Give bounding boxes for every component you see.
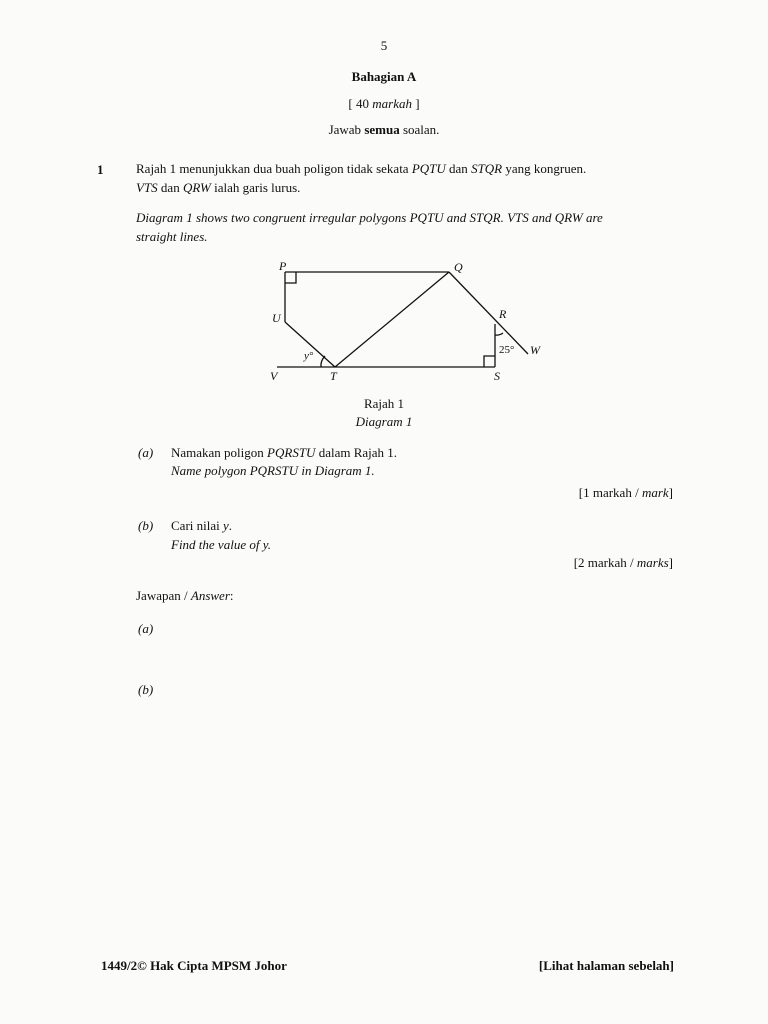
answer-heading — [136, 588, 234, 604]
part-b-english: Find the value of y. — [171, 537, 272, 552]
question-malay-line2 — [136, 180, 300, 196]
label-q: Q — [454, 260, 463, 274]
part-b-malay-post: . — [228, 518, 233, 533]
footer-next-page: [Lihat halaman sebelah] — [538, 958, 674, 973]
diagram-caption-malay: Rajah 1 — [363, 396, 405, 411]
question-english-line2: straight lines. — [136, 229, 208, 244]
q-malay-2d: ialah garis lurus. — [210, 180, 301, 195]
diagram-caption-english: Diagram 1 — [355, 414, 413, 429]
part-a-marks-italic: mark — [641, 485, 669, 500]
part-b-malay-pre: Cari nilai — [171, 518, 223, 533]
section-title: Bahagian A — [351, 69, 417, 84]
part-b-label: (b) — [138, 518, 154, 533]
label-angle-25: 25° — [499, 344, 515, 356]
answer-a-label: (a) — [138, 621, 154, 636]
part-a-marks-pre: [1 markah / — [578, 485, 642, 500]
part-b-malay-italic: y — [223, 518, 229, 533]
label-s: S — [494, 369, 500, 383]
q-malay-1c: dan — [445, 161, 472, 176]
label-w: W — [530, 343, 540, 357]
part-a-malay-post: dalam Rajah 1. — [315, 445, 398, 460]
part-b-marks-post: ] — [668, 555, 673, 570]
q-malay-2b: dan — [157, 180, 183, 195]
part-a-malay-italic: PQRSTU — [267, 445, 316, 460]
question-english-line1: Diagram 1 shows two congruent irregular polygons PQTU and STQR. VTS and QRW are — [136, 210, 603, 225]
question-number: 1 — [97, 162, 104, 177]
section-marks-open: [ 40 — [348, 96, 373, 111]
question-malay-line1 — [136, 161, 696, 177]
instruction-bold: semua — [364, 122, 400, 137]
angle-arc-y — [321, 356, 325, 367]
right-angle-s — [484, 356, 495, 367]
part-b-marks-pre: [2 markah / — [573, 555, 637, 570]
diagram-polygons — [262, 256, 552, 386]
part-b-malay — [171, 518, 232, 534]
part-a-english: Name polygon PQRSTU in Diagram 1. — [171, 463, 375, 478]
part-a-malay-pre: Namakan poligon — [171, 445, 268, 460]
edge-qw — [449, 272, 528, 354]
section-instruction — [0, 122, 768, 138]
label-u: U — [272, 311, 281, 325]
answer-heading-post: : — [229, 588, 234, 603]
right-angle-p — [285, 272, 296, 283]
label-angle-y: y° — [304, 350, 314, 362]
q-malay-1e: yang kongruen. — [502, 161, 587, 176]
part-a-marks-post: ] — [668, 485, 673, 500]
q-malay-1d: STQR — [471, 161, 503, 176]
q-malay-2c: QRW — [182, 180, 211, 195]
section-marks-word: markah — [372, 96, 412, 111]
page-number: 5 — [380, 38, 388, 53]
q-malay-1a: Rajah 1 menunjukkan dua buah poligon tidak sekata — [136, 161, 412, 176]
part-a-marks — [579, 485, 673, 501]
angle-arc-25 — [495, 333, 503, 335]
part-a-malay — [171, 445, 397, 461]
edge-tq — [335, 272, 449, 367]
instruction-post: soalan. — [399, 122, 440, 137]
part-a-label: (a) — [138, 445, 154, 460]
answer-heading-italic: Answer — [190, 588, 230, 603]
answer-heading-pre: Jawapan / — [136, 588, 191, 603]
footer-copyright: 1449/2© Hak Cipta MPSM Johor — [101, 958, 287, 973]
q-malay-1b: PQTU — [411, 161, 446, 176]
label-p: P — [279, 259, 287, 273]
section-marks — [0, 96, 768, 112]
part-b-marks — [574, 555, 673, 571]
q-malay-2a: VTS — [136, 180, 158, 195]
section-marks-close: ] — [411, 96, 420, 111]
instruction-pre: Jawab — [328, 122, 365, 137]
label-t: T — [330, 369, 337, 383]
label-r: R — [499, 307, 507, 321]
part-b-marks-italic: marks — [636, 555, 669, 570]
answer-b-label: (b) — [138, 682, 154, 697]
label-v: V — [270, 369, 278, 383]
